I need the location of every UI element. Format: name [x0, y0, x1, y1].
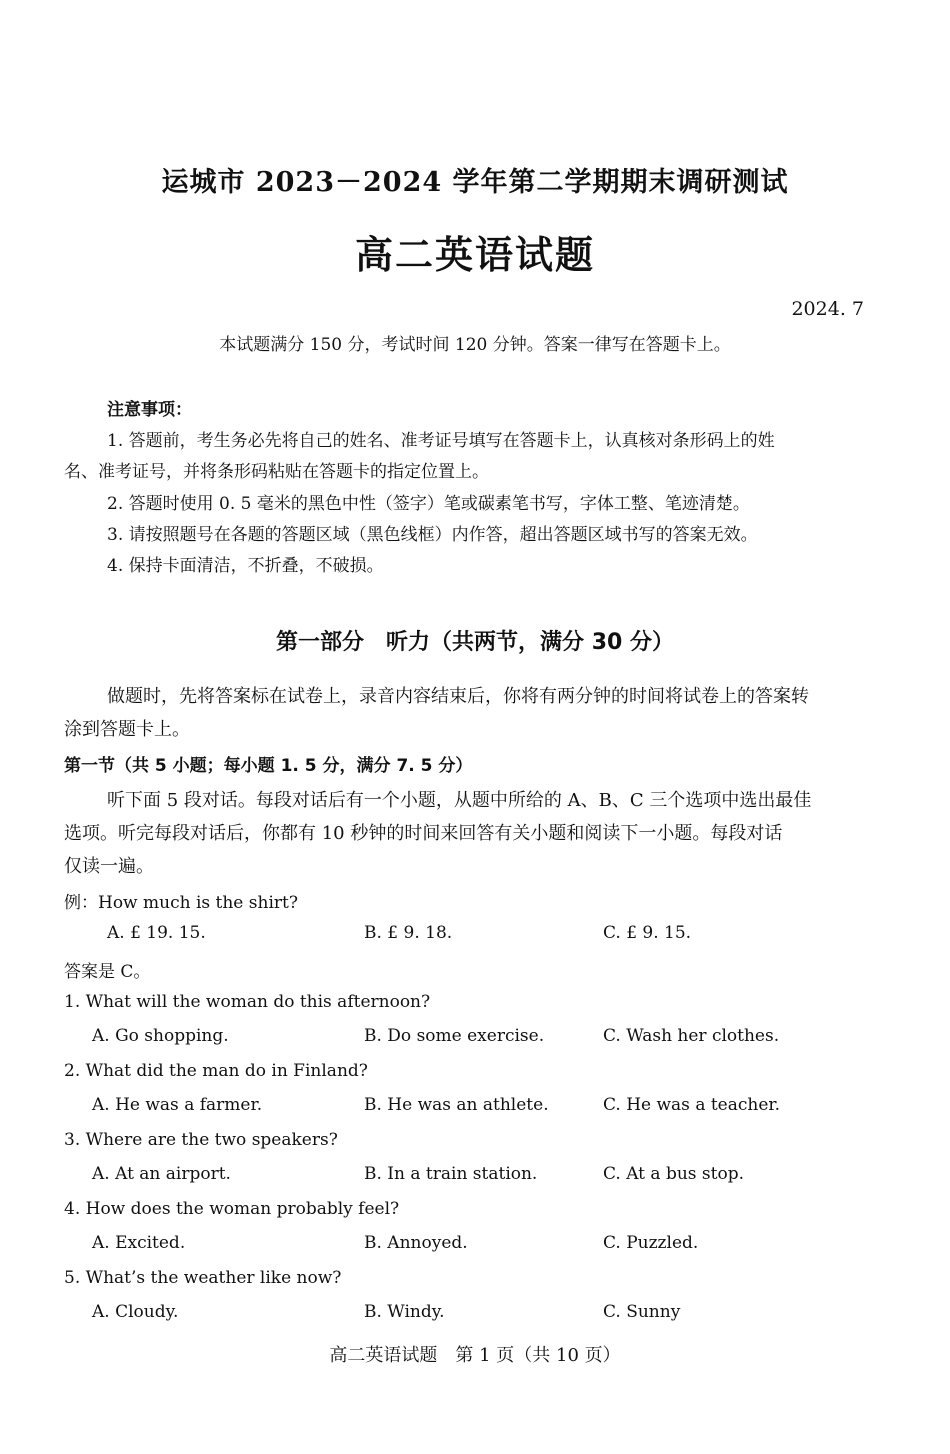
exam-title-line2: 高二英语试题: [354, 232, 595, 277]
part1-instruction-line2: 涂到答题卡上。: [64, 719, 190, 740]
question-2-option-c: C. He was a teacher.: [603, 1095, 781, 1115]
page-footer: 高二英语试题 第 1 页（共 10 页）: [329, 1345, 621, 1366]
question-5-option-a: A. Cloudy.: [92, 1302, 179, 1322]
section1-instruction-line3: 仅读一遍。: [64, 856, 154, 877]
note-item-3: 3. 请按照题号在各题的答题区域（黑色线框）内作答，超出答题区域书写的答案无效。: [107, 525, 758, 545]
question-3-option-b: B. In a train station.: [364, 1164, 538, 1184]
question-2-option-a: A. He was a farmer.: [92, 1095, 263, 1115]
question-2-option-b: B. He was an athlete.: [364, 1095, 549, 1115]
example-option-b: B. £ 9. 18.: [364, 923, 453, 943]
question-4-option-a: A. Excited.: [92, 1233, 186, 1253]
question-5-option-c: C. Sunny: [603, 1302, 681, 1322]
part1-instruction-line1: 做题时，先将答案标在试卷上，录音内容结束后，你将有两分钟的时间将试卷上的答案转: [107, 686, 809, 707]
question-4-option-c: C. Puzzled.: [603, 1233, 699, 1253]
note-item-1-line1: 1. 答题前，考生务必先将自己的姓名、准考证号填写在答题卡上，认真核对条形码上的姓: [107, 431, 775, 451]
question-1-option-a: A. Go shopping.: [92, 1026, 229, 1046]
question-3-option-c: C. At a bus stop.: [603, 1164, 744, 1184]
question-2: 2. What did the man do in Finland?: [64, 1061, 368, 1081]
question-1: 1. What will the woman do this afternoon?: [64, 992, 431, 1012]
note-item-2: 2. 答题时使用 0. 5 毫米的黑色中性（签字）笔或碳素笔书写，字体工整、笔迹清楚。: [107, 494, 750, 514]
exam-date: 2024. 7: [791, 298, 864, 320]
exam-intro: 本试题满分 150 分，考试时间 120 分钟。答案一律写在答题卡上。: [219, 335, 731, 355]
example-option-a: A. £ 19. 15.: [107, 923, 206, 943]
question-1-option-b: B. Do some exercise.: [364, 1026, 545, 1046]
section1-instruction-line1: 听下面 5 段对话。每段对话后有一个小题，从题中所给的 A、B、C 三个选项中选出最佳: [107, 790, 812, 811]
question-3-option-a: A. At an airport.: [92, 1164, 231, 1184]
note-item-1-line2: 名、准考证号，并将条形码粘贴在答题卡的指定位置上。: [64, 462, 489, 482]
section1-heading: 第一节（共 5 小题；每小题 1. 5 分，满分 7. 5 分）: [64, 756, 473, 776]
section1-instruction-line2: 选项。听完每段对话后，你都有 10 秒钟的时间来回答有关小题和阅读下一小题。每段对话: [64, 823, 783, 844]
exam-title-line1: 运城市 2023－2024 学年第二学期期末调研测试: [161, 167, 789, 198]
example-question: 例：How much is the shirt?: [64, 893, 298, 913]
question-1-option-c: C. Wash her clothes.: [603, 1026, 780, 1046]
example-option-c: C. £ 9. 15.: [603, 923, 692, 943]
notes-heading: 注意事项：: [107, 400, 192, 420]
question-5: 5. What’s the weather like now?: [64, 1268, 342, 1288]
question-4-option-b: B. Annoyed.: [364, 1233, 468, 1253]
question-4: 4. How does the woman probably feel?: [64, 1199, 400, 1219]
question-5-option-b: B. Windy.: [364, 1302, 445, 1322]
example-answer: 答案是 C。: [64, 962, 151, 982]
question-3: 3. Where are the two speakers?: [64, 1130, 338, 1150]
part1-title: 第一部分 听力（共两节，满分 30 分）: [276, 630, 674, 655]
note-item-4: 4. 保持卡面清洁，不折叠，不破损。: [107, 556, 384, 576]
